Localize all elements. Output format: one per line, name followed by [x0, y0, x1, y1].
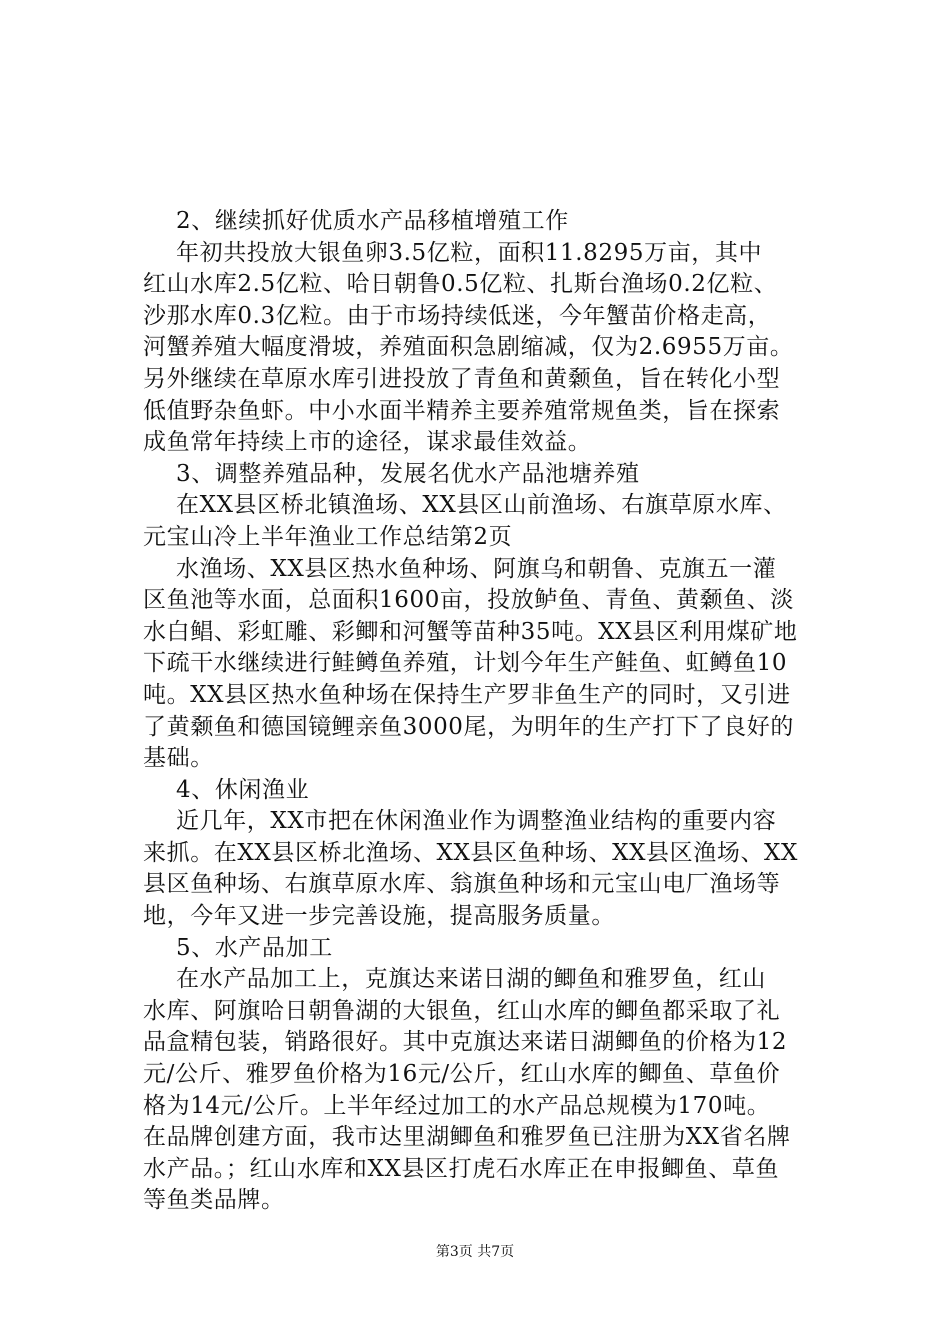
paragraph-line: 近几年，XX市把在休闲渔业作为调整渔业结构的重要内容: [176, 808, 777, 835]
paragraph-line: 水白鲳、彩虹雕、彩鲫和河蟹等苗种35吨。XX县区利用煤矿地: [143, 618, 798, 645]
paragraph-line: 年初共投放大银鱼卵3.5亿粒，面积11.8295万亩，其中: [176, 239, 763, 266]
paragraph-line: 来抓。在XX县区桥北渔场、XX县区鱼种场、XX县区渔场、XX: [143, 839, 798, 866]
paragraph-line: 水产品。；红山水库和XX县区打虎石水库正在申报鲫鱼、草鱼: [143, 1155, 780, 1182]
paragraph-line: 元宝山冷上半年渔业工作总结第2页: [143, 523, 513, 550]
paragraph-line: 元/公斤、雅罗鱼价格为16元/公斤，红山水库的鲫鱼、草鱼价: [143, 1061, 781, 1088]
paragraph-line: 在XX县区桥北镇渔场、XX县区山前渔场、右旗草原水库、: [176, 492, 787, 519]
paragraph-line: 河蟹养殖大幅度滑坡，养殖面积急剧缩减，仅为2.6955万亩。: [143, 334, 794, 361]
document-body: [143, 206, 838, 1217]
paragraph-line: 县区鱼种场、右旗草原水库、翁旗鱼种场和元宝山电厂渔场等: [143, 871, 781, 898]
paragraph-line: 在品牌创建方面，我市达里湖鲫鱼和雅罗鱼已注册为XX省名牌: [143, 1124, 791, 1151]
paragraph-line: 水库、阿旗哈日朝鲁湖的大银鱼，红山水库的鲫鱼都采取了礼: [143, 997, 781, 1024]
paragraph-line: 了黄颡鱼和德国镜鲤亲鱼3000尾，为明年的生产打下了良好的: [143, 713, 794, 740]
section-heading-4: 4、休闲渔业: [176, 776, 310, 803]
section-heading-2: 2、继续抓好优质水产品移植增殖工作: [176, 208, 569, 234]
page-number-text: 第3页 共7页: [435, 1244, 515, 1260]
paragraph-line: 沙那水库0.3亿粒。由于市场持续低迷，今年蟹苗价格走高，: [143, 302, 772, 329]
section-heading-3: 3、调整养殖品种，发展名优水产品池塘养殖: [176, 460, 640, 487]
paragraph-line: 基础。: [143, 745, 214, 772]
paragraph-line: 格为14元/公斤。上半年经过加工的水产品总规模为170吨。: [143, 1092, 771, 1119]
paragraph-line: 在水产品加工上，克旗达来诺日湖的鲫鱼和雅罗鱼，红山: [176, 966, 766, 993]
paragraph-line: 水渔场、XX县区热水鱼种场、阿旗乌和朝鲁、克旗五一灌: [176, 555, 777, 582]
paragraph-line: 红山水库2.5亿粒、哈日朝鲁0.5亿粒、扎斯台渔场0.2亿粒、: [143, 271, 778, 298]
paragraph-line: 下疏干水继续进行鲑鳟鱼养殖，计划今年生产鲑鱼、虹鳟鱼10: [143, 650, 788, 677]
page-footer: [0, 1242, 950, 1262]
paragraph-line: 地，今年又进一步完善设施，提高服务质量。: [143, 903, 615, 930]
section-heading-5: 5、水产品加工: [176, 934, 333, 961]
paragraph-line: 品盒精包装，销路很好。其中克旗达来诺日湖鲫鱼的价格为12: [143, 1029, 788, 1056]
paragraph-line: 等鱼类品牌。: [143, 1187, 285, 1214]
paragraph-line: 区鱼池等水面，总面积1600亩，投放鲈鱼、青鱼、黄颡鱼、淡: [143, 587, 794, 614]
paragraph-line: 另外继续在草原水库引进投放了青鱼和黄颡鱼，旨在转化小型: [143, 365, 781, 392]
paragraph-line: 低值野杂鱼虾。中小水面半精养主要养殖常规鱼类，旨在探索: [143, 397, 781, 424]
paragraph-line: 成鱼常年持续上市的途径，谋求最佳效益。: [143, 429, 592, 456]
paragraph-line: 吨。XX县区热水鱼种场在保持生产罗非鱼生产的同时，又引进: [143, 681, 791, 708]
